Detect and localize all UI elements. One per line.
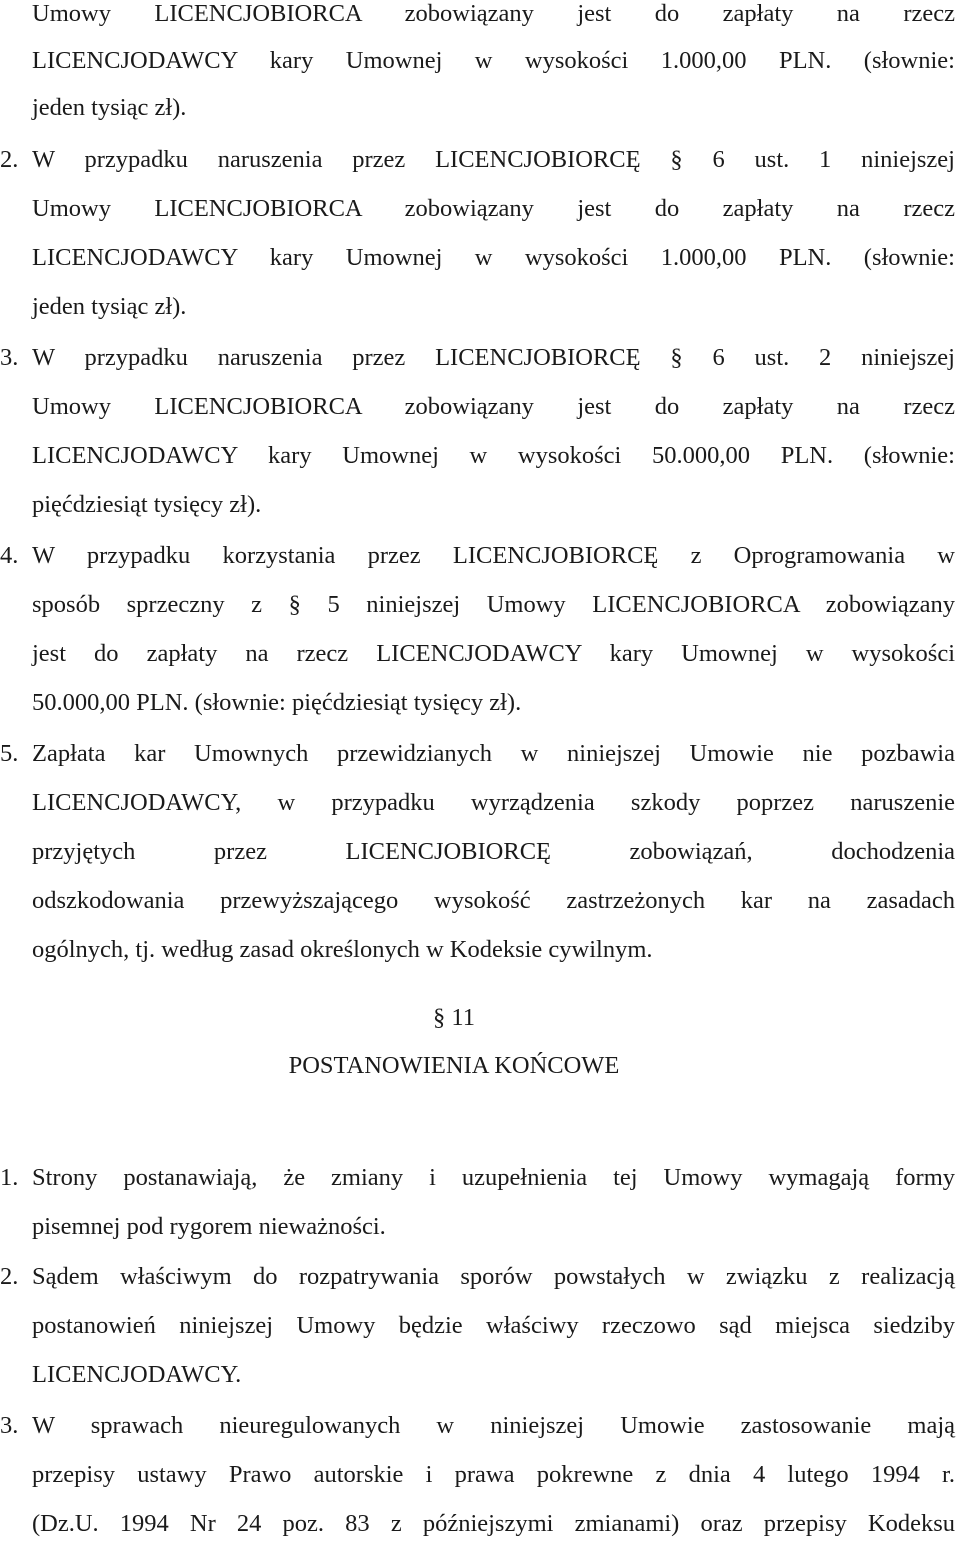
text-line: LICENCJODAWCY, w przypadku wyrządzenia szkody poprzez naruszenie xyxy=(32,789,955,816)
text-line: W sprawach nieuregulowanych w niniejszej Umowie zastosowanie mają xyxy=(32,1412,955,1439)
text-line: LICENCJODAWCY kary Umownej w wysokości 1.000,00 PLN. (słownie: xyxy=(32,244,955,271)
paragraph-number: 2. xyxy=(0,146,19,173)
text-line: Strony postanawiają, że zmiany i uzupełnienia tej Umowy wymagają formy xyxy=(32,1164,955,1191)
paragraph-number: 4. xyxy=(0,542,19,569)
text-line: Umowy LICENCJOBIORCA zobowiązany jest do zapłaty na rzecz xyxy=(32,393,955,420)
text-line: postanowień niniejszej Umowy będzie właściwy rzeczowo sąd miejsca siedziby xyxy=(32,1312,955,1339)
section-number: § 11 xyxy=(433,1004,475,1031)
text-line: (Dz.U. 1994 Nr 24 poz. 83 z późniejszymi zmianami) oraz przepisy Kodeksu xyxy=(32,1510,955,1537)
text-line: Umowy LICENCJOBIORCA zobowiązany jest do zapłaty na rzecz xyxy=(32,195,955,222)
text-line: jest do zapłaty na rzecz LICENCJODAWCY kary Umownej w wysokości xyxy=(32,640,955,667)
text-line: odszkodowania przewyższającego wysokość zastrzeżonych kar na zasadach xyxy=(32,887,955,914)
text-line: pisemnej pod rygorem nieważności. xyxy=(32,1213,386,1240)
text-line: Sądem właściwym do rozpatrywania sporów powstałych w związku z realizacją xyxy=(32,1263,955,1290)
text-line: przepisy ustawy Prawo autorskie i prawa pokrewne z dnia 4 lutego 1994 r. xyxy=(32,1461,955,1488)
text-line: jeden tysiąc zł). xyxy=(32,293,187,320)
section-title: POSTANOWIENIA KOŃCOWE xyxy=(288,1052,620,1079)
paragraph-number: 1. xyxy=(0,1164,19,1191)
text-line: ogólnych, tj. według zasad określonych w Kodeksie cywilnym. xyxy=(32,936,653,963)
paragraph-number: 3. xyxy=(0,344,19,371)
text-line: przyjętych przez LICENCJOBIORCĘ zobowiązań, dochodzenia xyxy=(32,838,955,865)
text-line: Umowy LICENCJOBIORCA zobowiązany jest do zapłaty na rzecz xyxy=(32,0,955,27)
paragraph-number: 2. xyxy=(0,1263,19,1290)
text-line: LICENCJODAWCY kary Umownej w wysokości 1.000,00 PLN. (słownie: xyxy=(32,47,955,74)
text-line: sposób sprzeczny z § 5 niniejszej Umowy LICENCJOBIORCA zobowiązany xyxy=(32,591,955,618)
text-line: W przypadku naruszenia przez LICENCJOBIORCĘ § 6 ust. 1 niniejszej xyxy=(32,146,955,173)
text-line: LICENCJODAWCY kary Umownej w wysokości 50.000,00 PLN. (słownie: xyxy=(32,442,955,469)
text-line: Zapłata kar Umownych przewidzianych w niniejszej Umowie nie pozbawia xyxy=(32,740,955,767)
text-line: 50.000,00 PLN. (słownie: pięćdziesiąt tysięcy zł). xyxy=(32,689,522,716)
text-line: W przypadku korzystania przez LICENCJOBIORCĘ z Oprogramowania w xyxy=(32,542,955,569)
text-line: pięćdziesiąt tysięcy zł). xyxy=(32,491,262,518)
paragraph-number: 5. xyxy=(0,740,19,767)
text-line: jeden tysiąc zł). xyxy=(32,94,187,121)
paragraph-number: 3. xyxy=(0,1412,19,1439)
text-line: LICENCJODAWCY. xyxy=(32,1361,242,1388)
text-line: W przypadku naruszenia przez LICENCJOBIORCĘ § 6 ust. 2 niniejszej xyxy=(32,344,955,371)
